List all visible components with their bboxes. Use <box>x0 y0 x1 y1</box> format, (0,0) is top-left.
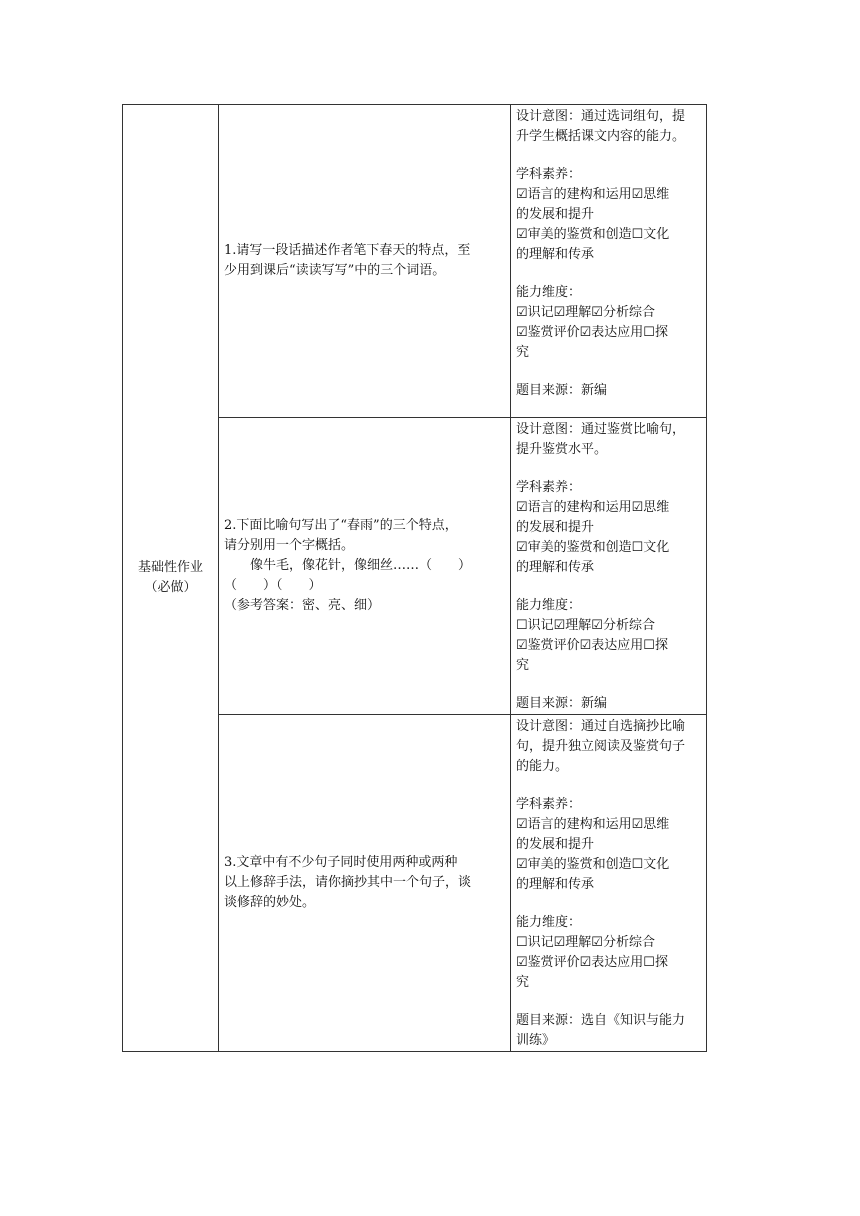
literacy-item: ☑语言的建构和运用☑思维 <box>516 187 670 202</box>
table-row <box>123 105 707 418</box>
literacy-item: 的理解和传承 <box>516 877 595 892</box>
design-intent: 句，提升独立阅读及鉴赏句子 <box>516 739 686 754</box>
question-text: 像牛毛，像花针，像细丝……（ ） <box>250 558 472 573</box>
design-cell <box>511 418 707 715</box>
question-cell <box>219 105 511 418</box>
category-note: （必做） <box>144 580 197 595</box>
source-text: 题目来源：选自《知识与能力 <box>516 1013 686 1028</box>
literacy-item: 的发展和提升 <box>516 837 595 852</box>
literacy-item: 的理解和传承 <box>516 560 595 575</box>
source-text: 训练》 <box>516 1033 556 1048</box>
question-text: 1.请写一段话描述作者笔下春天的特点，至 <box>224 243 471 258</box>
literacy-item: 的发展和提升 <box>516 520 595 535</box>
question-cell <box>219 715 511 1052</box>
question-text: 谈修辞的妙处。 <box>224 895 316 910</box>
question-cell <box>219 418 511 715</box>
ability-item: 究 <box>516 345 530 360</box>
source-text: 题目来源：新编 <box>516 696 608 711</box>
question-text: 少用到课后“读读写写”中的三个词语。 <box>224 263 446 278</box>
ability-item: ☐识记☑理解☑分析综合 <box>516 935 655 950</box>
literacy-item: ☑语言的建构和运用☑思维 <box>516 500 670 515</box>
design-intent: 提升鉴赏水平。 <box>516 442 608 457</box>
answer-text: （参考答案：密、亮、细） <box>224 598 381 613</box>
ability-item: ☑识记☑理解☑分析综合 <box>516 305 655 320</box>
ability-item: ☑鉴赏评价☑表达应用☐探 <box>516 638 668 653</box>
design-intent: 设计意图：通过自选摘抄比喻 <box>516 719 686 734</box>
ability-item: 究 <box>516 975 530 990</box>
design-intent: 设计意图：通过选词组句，提 <box>516 109 686 124</box>
literacy-item: ☑审美的鉴赏和创造☐文化 <box>516 540 670 555</box>
literacy-item: 的理解和传承 <box>516 247 595 262</box>
ability-item: 究 <box>516 658 530 673</box>
homework-table <box>122 104 707 1052</box>
literacy-item: 的发展和提升 <box>516 207 595 222</box>
design-intent: 的能力。 <box>516 759 569 774</box>
design-intent: 设计意图：通过鉴赏比喻句， <box>516 422 686 437</box>
category-cell <box>123 105 219 1052</box>
question-text: （ ）（ ） <box>224 578 322 593</box>
ability-title: 能力维度： <box>516 285 582 300</box>
question-text: 3.文章中有不少句子同时使用两种或两种 <box>224 855 458 870</box>
literacy-title: 学科素养： <box>516 167 582 182</box>
ability-title: 能力维度： <box>516 598 582 613</box>
literacy-item: ☑审美的鉴赏和创造☐文化 <box>516 227 670 242</box>
ability-item: ☐识记☑理解☑分析综合 <box>516 618 655 633</box>
literacy-item: ☑语言的建构和运用☑思维 <box>516 817 670 832</box>
literacy-item: ☑审美的鉴赏和创造☐文化 <box>516 857 670 872</box>
literacy-title: 学科素养： <box>516 480 582 495</box>
source-text: 题目来源：新编 <box>516 383 608 398</box>
design-cell <box>511 105 707 418</box>
category-label: 基础性作业 <box>137 560 203 575</box>
literacy-title: 学科素养： <box>516 797 582 812</box>
question-text: 2.下面比喻句写出了“春雨”的三个特点， <box>224 518 458 533</box>
ability-item: ☑鉴赏评价☑表达应用☐探 <box>516 955 668 970</box>
ability-title: 能力维度： <box>516 915 582 930</box>
design-cell <box>511 715 707 1052</box>
ability-item: ☑鉴赏评价☑表达应用☐探 <box>516 325 668 340</box>
question-text: 请分别用一个字概括。 <box>224 538 355 553</box>
design-intent: 升学生概括课文内容的能力。 <box>516 129 686 144</box>
question-text: 以上修辞手法，请你摘抄其中一个句子，谈 <box>224 875 472 890</box>
